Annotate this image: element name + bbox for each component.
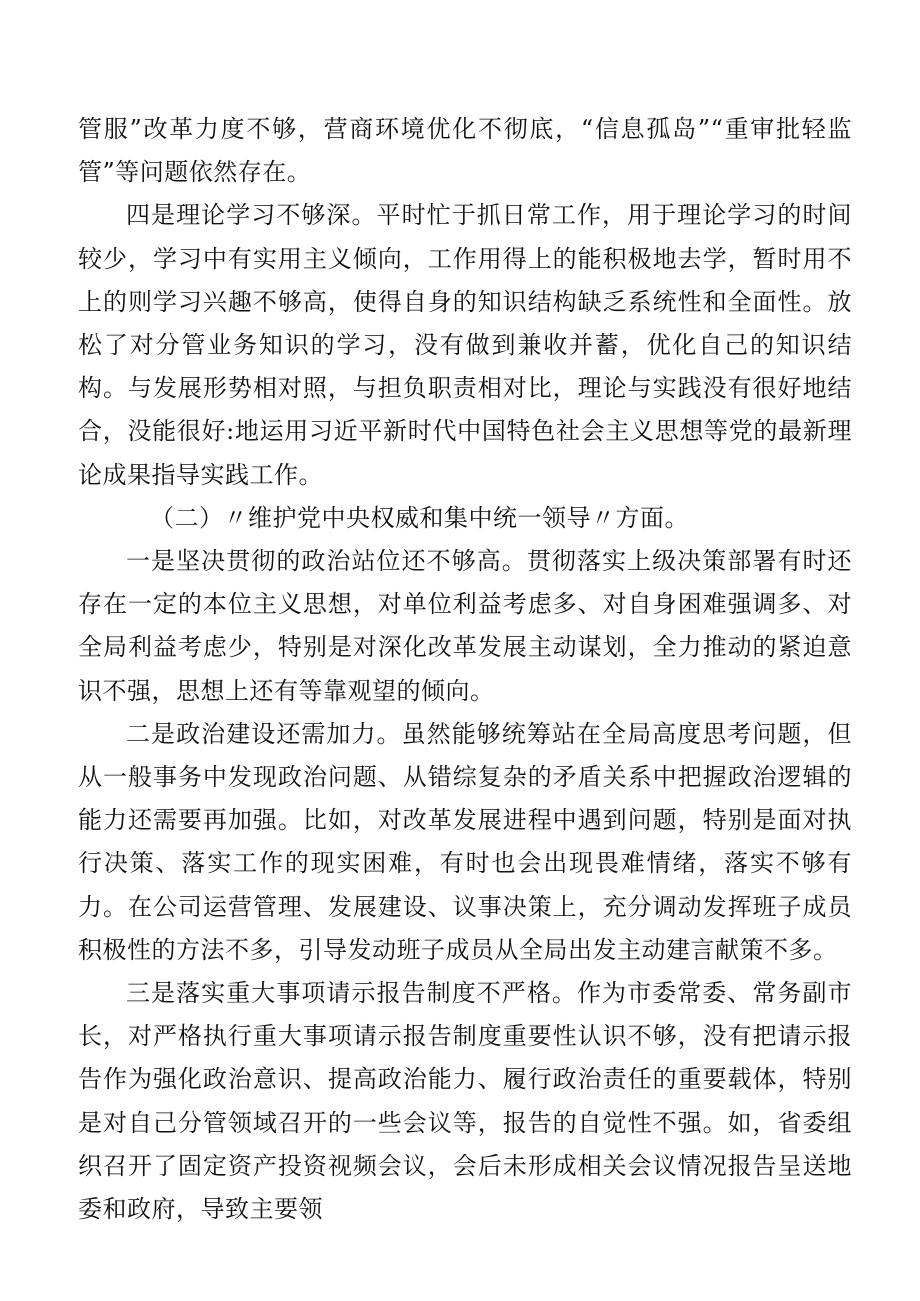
document-page	[78, 108, 852, 1231]
paragraph-reporting-system: 三是落实重大事项请示报告制度不严格。作为市委常委、常务副市长，对严格执行重大事项请示报告制度重要性认识不够，没有把请示报告作为强化政治意识、提高政治能力、履行政治责任的重要载体，特别是对自己分管领域召开的一些会议等，报告的自觉性不强。如，省委组织召开了固定资产投资视频会议，会后未形成相关会议情况报告呈送地委和政府，导致主要领	[78, 979, 852, 1224]
paragraph-theory-study: 四是理论学习不够深。平时忙于抓日常工作，用于理论学习的时间较少，学习中有实用主义倾向，工作用得上的能积极地去学，暂时用不上的则学习兴趣不够高，使得自身的知识结构缺乏系统性和全面性。放松了对分管业务知识的学习，没有做到兼收并蓄，优化自己的知识结构。与发展形势相对照，与担负职责相对比，理论与实践没有很好地结合，没能很好:地运用习近平新时代中国特色社会主义思想等党的最新理论成果指导实践工作。	[78, 201, 852, 489]
paragraph-continuation: 管服”改革力度不够，营商环境优化不彻底，“信息孤岛”“重审批轻监管”等问题依然存在。	[78, 115, 852, 187]
paragraph-political-stance: 一是坚决贯彻的政治站位还不够高。贯彻落实上级决策部署有时还存在一定的本位主义思想，对单位利益考虑多、对自身困难强调多、对全局利益考虑少，特别是对深化改革发展主动谋划，全力推动的紧迫意识不强，思想上还有等靠观望的倾向。	[78, 547, 852, 705]
section-heading: （二）〃维护党中央权威和集中统一领导〃方面。	[150, 503, 689, 532]
paragraph-political-building: 二是政治建设还需加力。虽然能够统筹站在全局高度思考问题，但从一般事务中发现政治问题、从错综复杂的矛盾关系中把握政治逻辑的能力还需要再加强。比如，对改革发展进程中遇到问题，特别是面对执行决策、落实工作的现实困难，有时也会出现畏难情绪，落实不够有力。在公司运营管理、发展建设、议事决策上，充分调动发挥班子成员积极性的方法不多，引导发动班子成员从全局出发主动建言献策不多。	[78, 719, 852, 964]
